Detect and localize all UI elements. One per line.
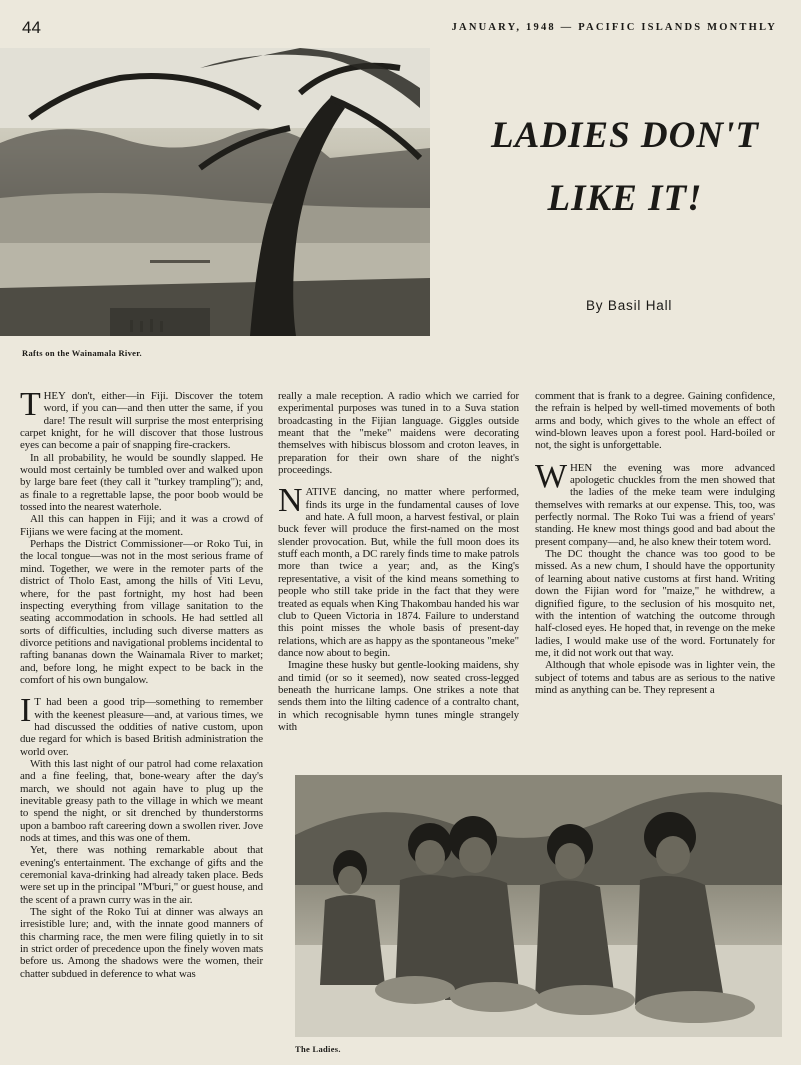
paragraph-text: Perhaps the District Commissioner—or Roko Tui, in the local tongue—was not in the most serious frame of mind. Together, we were in the remoter parts of the district of Tholo East, among the hills of Viti Levu, where, for the past fortnight, my host had been inspecting everything from village sanitation to the seating accommodation in schools. He had settled all sorts of difficulties, including such diverse matters as divorce petitions and navigational problems incidental to rafting bananas down the Wainamala River to market; and, before long, he might expect to be back in the comfort of his own bungalow. bbox=[20, 538, 263, 686]
running-head: JANUARY, 1948 — PACIFIC ISLANDS MONTHLY bbox=[451, 22, 777, 33]
photo-caption-top: Rafts on the Wainamala River. bbox=[22, 348, 142, 358]
paragraph-text: really a male reception. A radio which we carried for experimental purposes was tuned in to a Suva station broadcasting in the Fijian language. Giggles outside meant that the "meke" maidens were decorating themselves with hibiscus blossom and croton leaves, in preparation for their own share of the night's proceedings. bbox=[278, 390, 519, 477]
paragraph-text: HEY don't, either—in Fiji. Discover the totem word, if you can—and then utter the same, if you dare! The result will surprise the most enterprising carpet knight, for he will discover that those lustrous eyes can become a pair of snapping fire-crackers. bbox=[20, 390, 263, 452]
drop-cap: T bbox=[20, 386, 41, 423]
article-paragraph bbox=[20, 513, 263, 538]
article-paragraph bbox=[278, 482, 519, 659]
article-paragraph bbox=[278, 659, 519, 733]
text-column-2 bbox=[278, 390, 519, 770]
photo-caption-bottom: The Ladies. bbox=[295, 1044, 341, 1054]
paragraph-text: comment that is frank to a degree. Gaining confidence, the refrain is helped by well-timed movements of both arms and body, which gives to the whole an effect of wind-blown leaves upon a forest pool. Hard-boiled or not, the sight is unforgettable. bbox=[535, 390, 775, 452]
article-title-line1: LADIES DON'T bbox=[491, 115, 759, 156]
text-column-1 bbox=[20, 386, 263, 1058]
paragraph-text: The sight of the Roko Tui at dinner was always an irresistible lure; and, with the innate good manners of this charming race, the men were filing quietly in to sit in strict order of precedence upon the finely woven mats before us. Among the shadows were the women, their chatter subdued in deference to what was bbox=[20, 906, 263, 980]
page-header bbox=[22, 18, 777, 38]
ladies-photo bbox=[295, 775, 782, 1037]
article-paragraph bbox=[20, 692, 263, 758]
paragraph-text: ATIVE dancing, no matter where performed, finds its urge in the fundamental causes of love and hate. A full moon, a harvest festival, or plain buck fever will produce the first-named on the most slender provocation. But, while the full moon does its stuff each month, a DC rarely finds time to make patrols more than twice a year; and, as the King's representative, a visit of the kind means something to people who still take pride in the fact that they were treated as equals when King Thakombau handed his war club to Queen Victoria in 1874. Failure to understand this point misses the whole basis of present-day relations, which are as happy as the spontaneous "meke" dance now about to begin. bbox=[278, 486, 519, 659]
paragraph-text: With this last night of our patrol had come relaxation and a fine feeling, that, bone-weary after the day's march, we should not again have to plug up the inevitable greasy path to the village in which we meant to spend the night, or sit drenched by thunderstorms upon a bamboo raft careering down a swollen river. Jove nods at times, and this was one of them. bbox=[20, 757, 263, 845]
paragraph-text: In all probability, he would be soundly slapped. He would most certainly be tumbled over and walked upon by large bare feet (they call it "turkey trampling"); and, as finale to a regrettable lapse, the poor boob would be tossed into the nearest waterhole. bbox=[20, 451, 263, 514]
article-paragraph bbox=[20, 758, 263, 844]
article-paragraph bbox=[535, 659, 775, 696]
paragraph-text: Imagine these husky but gentle-looking maidens, shy and timid (or so it seemed), now seated cross-legged beneath the hurricane lamps. One strikes a note that sends them into the lilting cadence of a contralto chant, in which recognisable hymn tunes mingle strangely with bbox=[278, 659, 519, 733]
article-title-line2: LIKE IT! bbox=[547, 178, 703, 219]
article-paragraph bbox=[535, 390, 775, 452]
article-paragraph bbox=[20, 386, 263, 452]
article-paragraph bbox=[535, 548, 775, 659]
paragraph-text: HEN the evening was more advanced apologetic chuckles from the men showed that the ladies of the meke team were indulging themselves with remarks at our expense. This, too, was perfectly normal. The Roko Tui was a friend of years' standing. He knew most things good and bad about the present company—and, he also knew their totem word. bbox=[535, 461, 775, 548]
paragraph-text: The DC thought the chance was too good to be missed. As a new chum, I should have the opportunity of learning about native customs at first hand. Writing down the Fijian word for "maize," he withdrew, a dignified figure, to the seclusion of his mosquito net, with the intention of watching the outcome through half-closed eyes. He hoped that, in revenge on the meke ladies, I would make use of the word. Fortunately for me, it did not work out that way. bbox=[535, 548, 775, 659]
article-paragraph bbox=[20, 906, 263, 980]
drop-cap: N bbox=[278, 482, 303, 520]
rafts-photo bbox=[0, 48, 430, 336]
article-paragraph bbox=[20, 844, 263, 906]
byline: By Basil Hall bbox=[586, 298, 673, 313]
article-paragraph bbox=[20, 452, 263, 514]
paragraph-text: T had been a good trip—something to remember with the keenest pleasure—and, at various times, we had discussed the oddities of native custom, upon due regard for which is based British administration the world over. bbox=[20, 696, 263, 758]
text-column-3 bbox=[535, 390, 775, 770]
paragraph-text: Yet, there was nothing remarkable about that evening's entertainment. The exchange of gifts and the ceremonial kava-drinking had already taken place. Beds were set up in the principal "M'buri," or guest house, and the scent of a prawn curry was in the air. bbox=[20, 844, 263, 906]
paragraph-text: All this can happen in Fiji; and it was a crowd of Fijians we were facing at the moment. bbox=[20, 513, 263, 538]
article-paragraph bbox=[535, 457, 775, 548]
drop-cap: I bbox=[20, 692, 32, 730]
page-number: 44 bbox=[22, 18, 41, 37]
paragraph-text: Although that whole episode was in lighter vein, the subject of totems and tabus are as serious to the native mind as anything can be. They represent a bbox=[535, 659, 775, 696]
drop-cap: W bbox=[535, 457, 567, 495]
article-paragraph bbox=[278, 390, 519, 476]
article-paragraph bbox=[20, 538, 263, 686]
